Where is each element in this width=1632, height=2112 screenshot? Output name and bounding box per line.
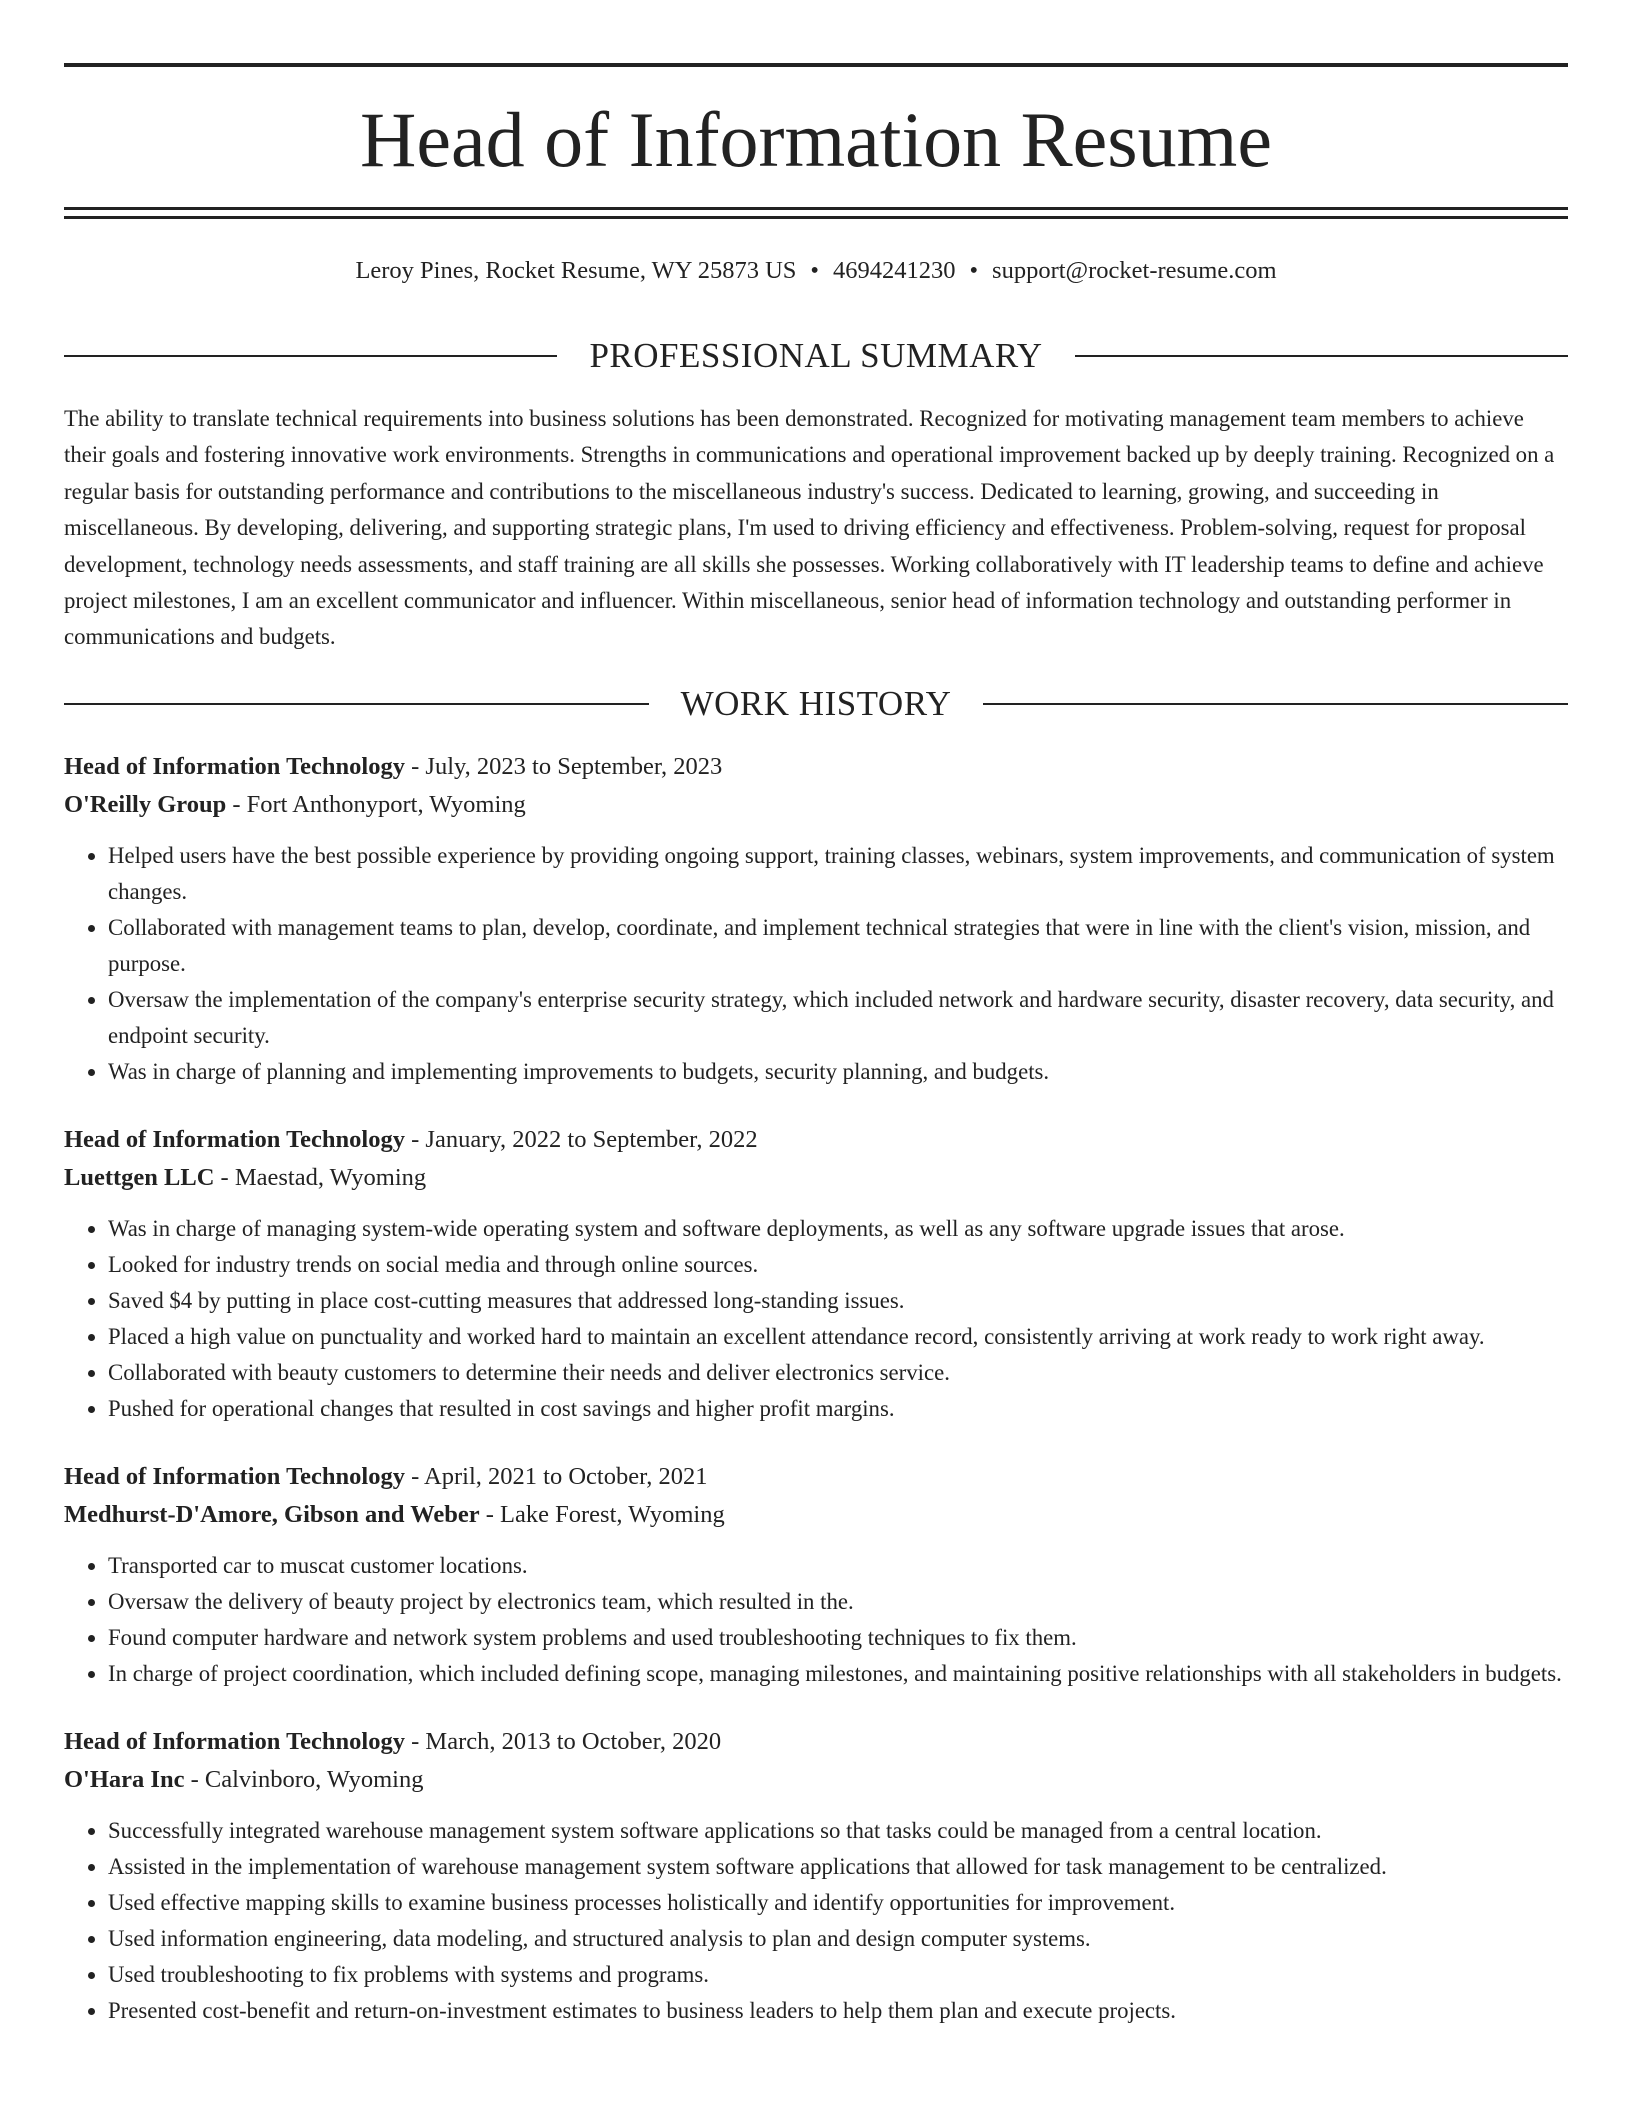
section-rule-right [1075,355,1568,357]
job-entry [64,1458,1568,1692]
contact-separator: • [810,257,819,284]
job-bullets [64,838,1568,1090]
job-entry [64,1723,1568,2029]
header-double-rule-upper [64,207,1568,210]
job-title-line [64,1458,1568,1496]
job-title: Head of Information Technology [64,1463,405,1490]
header-top-rule [64,63,1568,67]
job-bullet: • Assisted in the implementation of warehouse management system software applications that allowed for task management to be centralized. [108,1849,1568,1885]
job-bullets [64,1548,1568,1692]
job-bullet: • Collaborated with beauty customers to determine their needs and deliver electronics service. [108,1355,1568,1391]
job-company-line [64,1761,1568,1799]
job-bullet: • Used information engineering, data modeling, and structured analysis to plan and design computer systems. [108,1921,1568,1957]
job-bullet: • Pushed for operational changes that resulted in cost savings and higher profit margins. [108,1391,1568,1427]
job-bullet: • Used effective mapping skills to examine business processes holistically and identify opportunities for improvement. [108,1885,1568,1921]
job-title: Head of Information Technology [64,753,405,780]
section-rule-right [983,703,1568,705]
contact-address: Leroy Pines, Rocket Resume, WY 25873 US [355,257,797,284]
job-company: O'Hara Inc [64,1766,185,1793]
job-title: Head of Information Technology [64,1728,405,1755]
job-bullet: • Placed a high value on punctuality and worked hard to maintain an excellent attendance record, consistently arriving at work ready to work right away. [108,1319,1568,1355]
job-bullets [64,1813,1568,2029]
job-dates: - April, 2021 to October, 2021 [405,1463,708,1490]
section-rule-left [64,703,649,705]
job-bullet: • Successfully integrated warehouse management system software applications so that tasks could be managed from a central location. [108,1813,1568,1849]
work-history-heading-label: WORK HISTORY [680,684,952,723]
job-bullet: • In charge of project coordination, which included defining scope, managing milestones, and maintaining positive relationships with all stakeholders in budgets. [108,1656,1568,1692]
job-location: - Lake Forest, Wyoming [479,1501,725,1528]
summary-heading-label: PROFESSIONAL SUMMARY [589,336,1043,375]
job-location: - Calvinboro, Wyoming [184,1766,424,1793]
contact-line [64,255,1568,287]
job-bullet: • Was in charge of managing system-wide operating system and software deployments, as well as any software upgrade issues that arose. [108,1211,1568,1247]
job-company: O'Reilly Group [64,791,227,818]
job-dates: - July, 2023 to September, 2023 [405,753,723,780]
job-title: Head of Information Technology [64,1126,405,1153]
job-bullet: • Oversaw the delivery of beauty project by electronics team, which resulted in the. [108,1584,1568,1620]
work-history-list [64,748,1568,2060]
contact-separator: • [969,257,979,284]
job-dates: - March, 2013 to October, 2020 [405,1728,722,1755]
job-bullet: • Saved $4 by putting in place cost-cutting measures that addressed long-standing issues. [108,1283,1568,1319]
job-bullet: • Was in charge of planning and implementing improvements to budgets, security planning, and budgets. [108,1054,1568,1090]
job-title-line [64,1121,1568,1159]
job-bullet: • Used troubleshooting to fix problems with systems and programs. [108,1957,1568,1993]
job-location: - Maestad, Wyoming [214,1164,427,1191]
job-company: Luettgen LLC [64,1164,215,1191]
summary-text: The ability to translate technical requirements into business solutions has been demonstrated. Recognized for motivating management team members to achieve their goals and fostering innovative work environments. Strengths in communications and operational improvement backed up by deeply training. Recognized on a regular basis for outstanding performance and contributions to the miscellaneous industry's success. Dedicated to learning, growing, and succeeding in miscellaneous. By developing, delivering, and supporting strategic plans, I'm used to driving efficiency and effectiveness. Problem-solving, request for proposal development, technology needs assessments, and staff training are all skills she possesses. Working collaboratively with IT leadership teams to define and achieve project milestones, I am an excellent communicator and influencer. Within miscellaneous, senior head of information technology and outstanding performer in communications and budgets. [64,406,1555,650]
job-company-line [64,1159,1568,1197]
contact-email: support@rocket-resume.com [992,257,1277,284]
job-company-line [64,1496,1568,1534]
header-double-rule-lower [64,216,1568,219]
job-bullet: • Helped users have the best possible experience by providing ongoing support, training classes, webinars, system improvements, and communication of system changes. [108,838,1568,910]
job-entry [64,1121,1568,1427]
job-company-line [64,786,1568,824]
job-dates: - January, 2022 to September, 2022 [405,1126,758,1153]
job-bullet: • Collaborated with management teams to plan, develop, coordinate, and implement technical strategies that were in line with the client's vision, mission, and purpose. [108,910,1568,982]
work-history-section-heading [64,684,1568,724]
page-title: Head of Information Resume [360,96,1272,183]
job-location: - Fort Anthonyport, Wyoming [226,791,526,818]
job-bullet: • Presented cost-benefit and return-on-investment estimates to business leaders to help them plan and execute projects. [108,1993,1568,2029]
job-title-line [64,1723,1568,1761]
job-bullet: • Looked for industry trends on social media and through online sources. [108,1247,1568,1283]
contact-phone: 4694241230 [832,257,956,284]
job-title-line [64,748,1568,786]
summary-section-heading [64,336,1568,376]
job-bullet: • Transported car to muscat customer locations. [108,1548,1568,1584]
job-company: Medhurst-D'Amore, Gibson and Weber [64,1501,480,1528]
job-bullet: • Oversaw the implementation of the company's enterprise security strategy, which included network and hardware security, disaster recovery, data security, and endpoint security. [108,982,1568,1054]
job-bullets [64,1211,1568,1427]
section-rule-left [64,355,557,357]
job-bullet: • Found computer hardware and network system problems and used troubleshooting techniques to fix them. [108,1620,1568,1656]
job-entry [64,748,1568,1090]
